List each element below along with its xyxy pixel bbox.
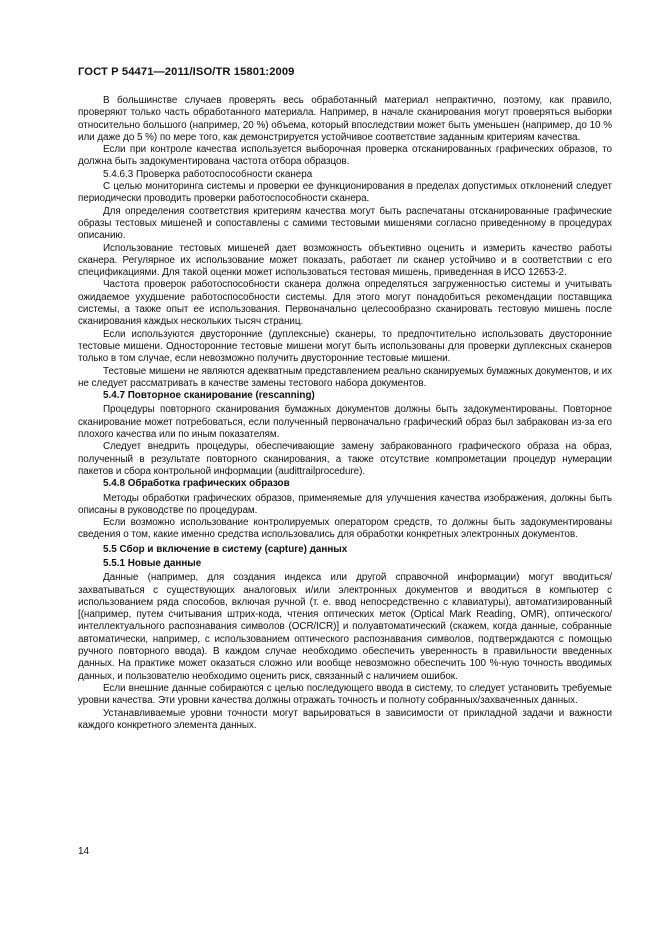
paragraph-sampling-volume: В большинстве случаев проверять весь обработанный материал непрактично, поэтому, как правило, проверяют только часть обработанного материала. Например, в начале сканирования могут проверяться выборки относительно большого (например, 20 %) объема, который впоследствии может быть уменьшен (например, до 10 % или даже до 5 %) по мере того, как демонстрируется устойчивое соответствие заданным критериям качества. bbox=[78, 95, 612, 143]
paragraph-test-targets-limits: Тестовые мишени не являются адекватным представлением реально сканируемых бумажных документов, и их не следует рассматривать в качестве замены тестового набора документов. bbox=[78, 365, 612, 389]
paragraph-sampling-frequency: Если при контроле качества используется выборочная проверка отсканированных графических образов, то должна быть задокументирована частота отбора образцов. bbox=[78, 144, 612, 168]
section-5-5-1-heading: 5.5.1 Новые данные bbox=[103, 557, 202, 569]
page-number: 14 bbox=[78, 846, 90, 857]
paragraph-image-processing-methods: Методы обработки графических образов, применяемые для улучшения качества изображения, должны быть описаны в руководстве по процедурам. bbox=[78, 492, 612, 516]
paragraph-quality-levels: Если внешние данные собираются с целью последующего ввода в систему, то следует установить требуемые уровни качества. Эти уровни качества должны отражать точность и полноту собранных/захваченных данных. bbox=[78, 682, 612, 707]
paragraph-data-capture-methods: Данные (например, для создания индекса или другой справочной информации) могут вводиться/захватываться с существующих аналоговых и/или электронных документов и вводиться в компьютер с использованием ряда способов, включая ручной (т. е. ввод непосредственно с клавиатуры), автоматизированный [(например, путем считывания штрих-кода, чтения оптических меток (Optical Mark Reading, OMR), оптического/интеллектуального распознавания символов (OCR/ICR)] и полуавтоматический (скажем, когда данные, собранные автоматически, например, с использованием оптического распознавания символов, подтверждаются с помощью ручного повторного ввода). В каждом случае необходимо обеспечить уверенность в правильности введенных данных. На практике может оказаться сложно или вообще невозможно обеспечить 100 %-ную точность вводимых данных, и пользователю необходимо оценить риск, связанный с наличием ошибок. bbox=[78, 572, 612, 682]
paragraph-rescan-replacement: Следует внедрить процедуры, обеспечивающие замену забракованного графического образа на образ, полученный в результате повторного сканирования, а также отсутствие компрометации процедур нумерации пакетов и сбора контрольной информации (audittrailprocedure). bbox=[78, 441, 612, 477]
section-5-4-8-heading: 5.4.8 Обработка графических образов bbox=[103, 478, 290, 490]
paragraph-test-targets-print: Для определения соответствия критериям качества могут быть распечатаны отсканированные графические образы тестовых мишеней и сопоставлены с самими тестовыми мишенями согласно приведенному в процедурах описанию. bbox=[78, 205, 612, 242]
paragraph-rescan-procedures: Процедуры повторного сканирования бумажных документов должны быть задокументированы. Повторное сканирование может потребоваться, если полученный первоначально графический образ был забракован из-за его плохого качества или по иным показателям. bbox=[78, 404, 612, 441]
standard-header: ГОСТ Р 54471—2011/ISO/TR 15801:2009 bbox=[78, 66, 295, 78]
paragraph-scanner-monitoring: С целью мониторинга системы и проверки ее функционирования в пределах допустимых отклонений следует периодически проводить проверки работоспособности сканера. bbox=[78, 181, 612, 205]
paragraph-operator-tools: Если возможно использование контролируемых оператором средств, то должны быть задокументированы сведения о том, какие именно средства использовались для обработки конкретных электронных документов. bbox=[78, 517, 612, 541]
paragraph-check-frequency: Частота проверок работоспособности сканера должна определяться загруженностью системы и учитывать ожидаемое ухудшение работоспособности системы. Для этого могут понадобиться рекомендации поставщика системы, а также опыт ее использования. Первоначально целесообразно сканировать тестовую мишень после сканирования каждых нескольких тысяч страниц. bbox=[78, 279, 612, 328]
paragraph-accuracy-levels: Устанавливаемые уровни точности могут варьироваться в зависимости от прикладной задачи и важности каждого конкретного элемента данных. bbox=[78, 707, 612, 731]
section-5-5-heading: 5.5 Сбор и включение в систему (capture) данных bbox=[103, 543, 348, 555]
section-5-4-6-3-heading: 5.4.6.3 Проверка работоспособности сканера bbox=[103, 168, 313, 180]
page-body bbox=[78, 95, 612, 732]
paragraph-test-targets-usage: Использование тестовых мишеней дает возможность объективно оценить и измерить качество работы сканера. Регулярное их использование может показать, работает ли сканер устойчиво и в соответствии с его спецификациями. Для такой оценки может использоваться тестовая мишень, приведенная в ИСО 12653-2. bbox=[78, 242, 612, 279]
section-5-4-7-heading: 5.4.7 Повторное сканирование (rescanning) bbox=[103, 390, 315, 402]
paragraph-duplex-scanners: Если используются двусторонние (дуплексные) сканеры, то предпочтительно использовать двусторонние тестовые мишени. Односторонние тестовые мишени могут быть использованы для проверки дуплексных сканеров только в том случае, если невозможно получить двусторонние тестовые мишени. bbox=[78, 328, 612, 365]
